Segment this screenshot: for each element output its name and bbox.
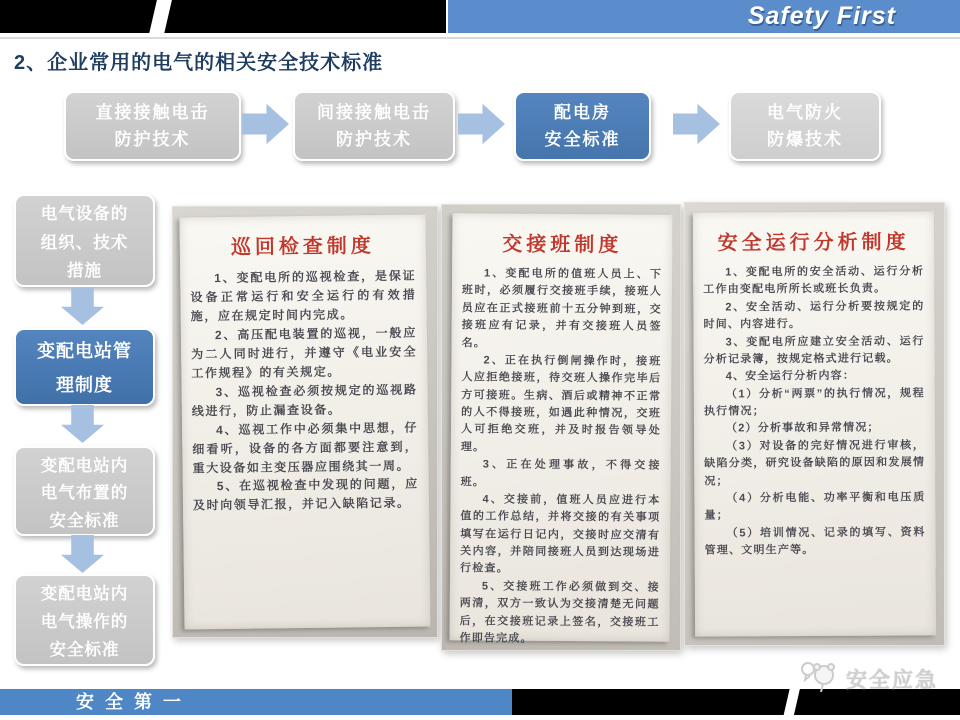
flow-step-label: 防护技术 bbox=[114, 130, 191, 150]
sign-paragraph: （4）分析电能、功率平衡和电压质量； bbox=[704, 491, 926, 522]
sidebar-item-label: 措施 bbox=[67, 261, 102, 280]
sign-paragraph: （2）分析事故和异常情况； bbox=[725, 422, 880, 435]
photo-shift-handover-rules bbox=[441, 204, 681, 651]
arrow-right-icon bbox=[458, 102, 505, 146]
flow-step-label: 配电房 bbox=[554, 102, 611, 122]
flow-step-label: 直接接触电击 bbox=[95, 102, 210, 122]
sign-board bbox=[450, 213, 673, 645]
watermark-logo-text: 安全应急 bbox=[846, 668, 938, 692]
sidebar-item-label: 变配电站管 bbox=[37, 341, 132, 362]
arrow-right-icon bbox=[673, 102, 720, 146]
photo-safe-operation-analysis-rules bbox=[684, 202, 945, 646]
sidebar-item-label: 电气布置的 bbox=[40, 484, 129, 502]
sign-paragraph: 5、交接班工作必须做到交、接两清，双方一致认为交接清楚无问题后，在交接班记录上签名，交接班工作即告完成。 bbox=[459, 580, 660, 645]
sign-paragraph: 1、变配电所的巡视检查，是保证设备正常运行和安全运行的有效措施，应在规定时间内完成。 bbox=[190, 268, 417, 324]
flow-step-label: 间接接触电击 bbox=[317, 102, 431, 122]
arrow-right-icon bbox=[242, 102, 289, 146]
sidebar-item-label: 电气设备的 bbox=[40, 205, 129, 224]
sign-paragraph: 3、变配电所应建立安全活动、运行分析记录簿，按规定格式进行记载。 bbox=[703, 334, 925, 366]
header-divider bbox=[0, 37, 960, 39]
sidebar-item-label: 组织、技术 bbox=[40, 233, 129, 252]
sign-paragraph: 2、安全活动、运行分析要按规定的时间、内容进行。 bbox=[703, 300, 925, 331]
sign-board bbox=[693, 211, 936, 636]
sign-paragraph: 4、巡视工作中必须集中思想，仔细看听，设备的各方面都要注意到，重大设备如主变压器应围绕其一周。 bbox=[192, 420, 419, 475]
flow-step-label: 防护技术 bbox=[336, 130, 412, 150]
sign-title: 巡回检查制度 bbox=[230, 235, 375, 259]
flow-step-indirect-contact bbox=[293, 91, 455, 161]
sign-paragraph: 3、巡视检查必须按规定的巡视路线进行，防止漏查设备。 bbox=[191, 382, 418, 419]
flow-step-label: 防爆技术 bbox=[767, 130, 843, 150]
sign-paragraph: （5）培训情况、记录的填写、资料管理、文明生产等。 bbox=[704, 526, 926, 557]
sign-paragraph: 5、在巡视检查中发现的问题，应及时向领导汇报，并记入缺陷记录。 bbox=[192, 477, 419, 513]
sign-title: 安全运行分析制度 bbox=[717, 231, 910, 255]
sign-paragraph: 1、变配电所的值班人员上、下班时，必须履行交接班手续，接班人员应在正式接班前十五分钟到班，交接班应有记录，并有交接班人员签名。 bbox=[461, 267, 663, 349]
footer-slogan: 安 全 第 一 bbox=[76, 692, 185, 712]
arrow-down-icon bbox=[59, 535, 106, 573]
sign-paragraph: 3、正在处理事故，不得交接班。 bbox=[460, 458, 661, 488]
sidebar-item-org-tech-measures bbox=[14, 194, 155, 287]
sign-paragraph: 1、变配电所的安全活动、运行分析工作由变配电所所长或班长负责。 bbox=[703, 265, 925, 296]
sign-board bbox=[179, 215, 430, 630]
sidebar-item-layout-standard bbox=[14, 446, 155, 536]
brand-text: Safety First bbox=[747, 2, 896, 30]
flow-step-distribution-room-active bbox=[514, 91, 651, 161]
watermark-logo bbox=[799, 660, 938, 697]
mascot-icon bbox=[799, 660, 841, 697]
top-bar-black bbox=[0, 0, 446, 33]
sidebar-item-management-rules-active bbox=[14, 328, 155, 406]
arrow-down-icon bbox=[59, 405, 106, 443]
flow-step-direct-contact bbox=[64, 91, 241, 161]
sidebar-item-label: 安全标准 bbox=[49, 641, 120, 659]
photo-patrol-inspection-rules bbox=[172, 206, 438, 638]
arrow-down-icon bbox=[59, 287, 106, 325]
sign-paragraph: 4、安全运行分析内容： bbox=[725, 370, 856, 383]
sign-paragraph: （3）对设备的完好情况进行审核，缺陷分类，研究设备缺陷的原因和发展情况； bbox=[704, 439, 926, 488]
sidebar-item-label: 变配电站内 bbox=[40, 456, 129, 475]
sidebar-item-label: 变配电站内 bbox=[40, 585, 129, 603]
sign-paragraph: 4、交接前，值班人员应进行本值的工作总结，并将交接的有关事项填写在运行日记内，交接时应交清有关内容，并陪同接班人员到达现场进行检查。 bbox=[459, 493, 661, 576]
flow-step-label: 电气防火 bbox=[767, 102, 843, 122]
sign-paragraph: 2、正在执行倒闸操作时，接班人应拒绝接班，待交班人操作完毕后方可接班。生病、酒后或精神不正常的人不得接班，如遇此种情况，交班人可拒绝交班，并及时报告领导处理。 bbox=[460, 354, 662, 454]
sidebar-item-label: 安全标准 bbox=[49, 511, 120, 530]
flow-step-fire-explosion bbox=[729, 91, 881, 161]
sidebar-item-label: 理制度 bbox=[56, 374, 113, 395]
flow-step-label: 安全标准 bbox=[544, 130, 621, 150]
sidebar-item-operation-standard bbox=[14, 574, 155, 666]
page-title: 2、企业常用的电气的相关安全技术标准 bbox=[14, 52, 384, 74]
sign-title: 交接班制度 bbox=[502, 233, 623, 257]
sign-paragraph: （1）分析“两票”的执行情况，规程执行情况； bbox=[703, 387, 925, 418]
sign-paragraph: 2、高压配电装置的巡视，一般应为二人同时进行，并遵守《电业安全工作规程》的有关规定。 bbox=[191, 325, 418, 381]
sidebar-item-label: 电气操作的 bbox=[40, 613, 129, 631]
